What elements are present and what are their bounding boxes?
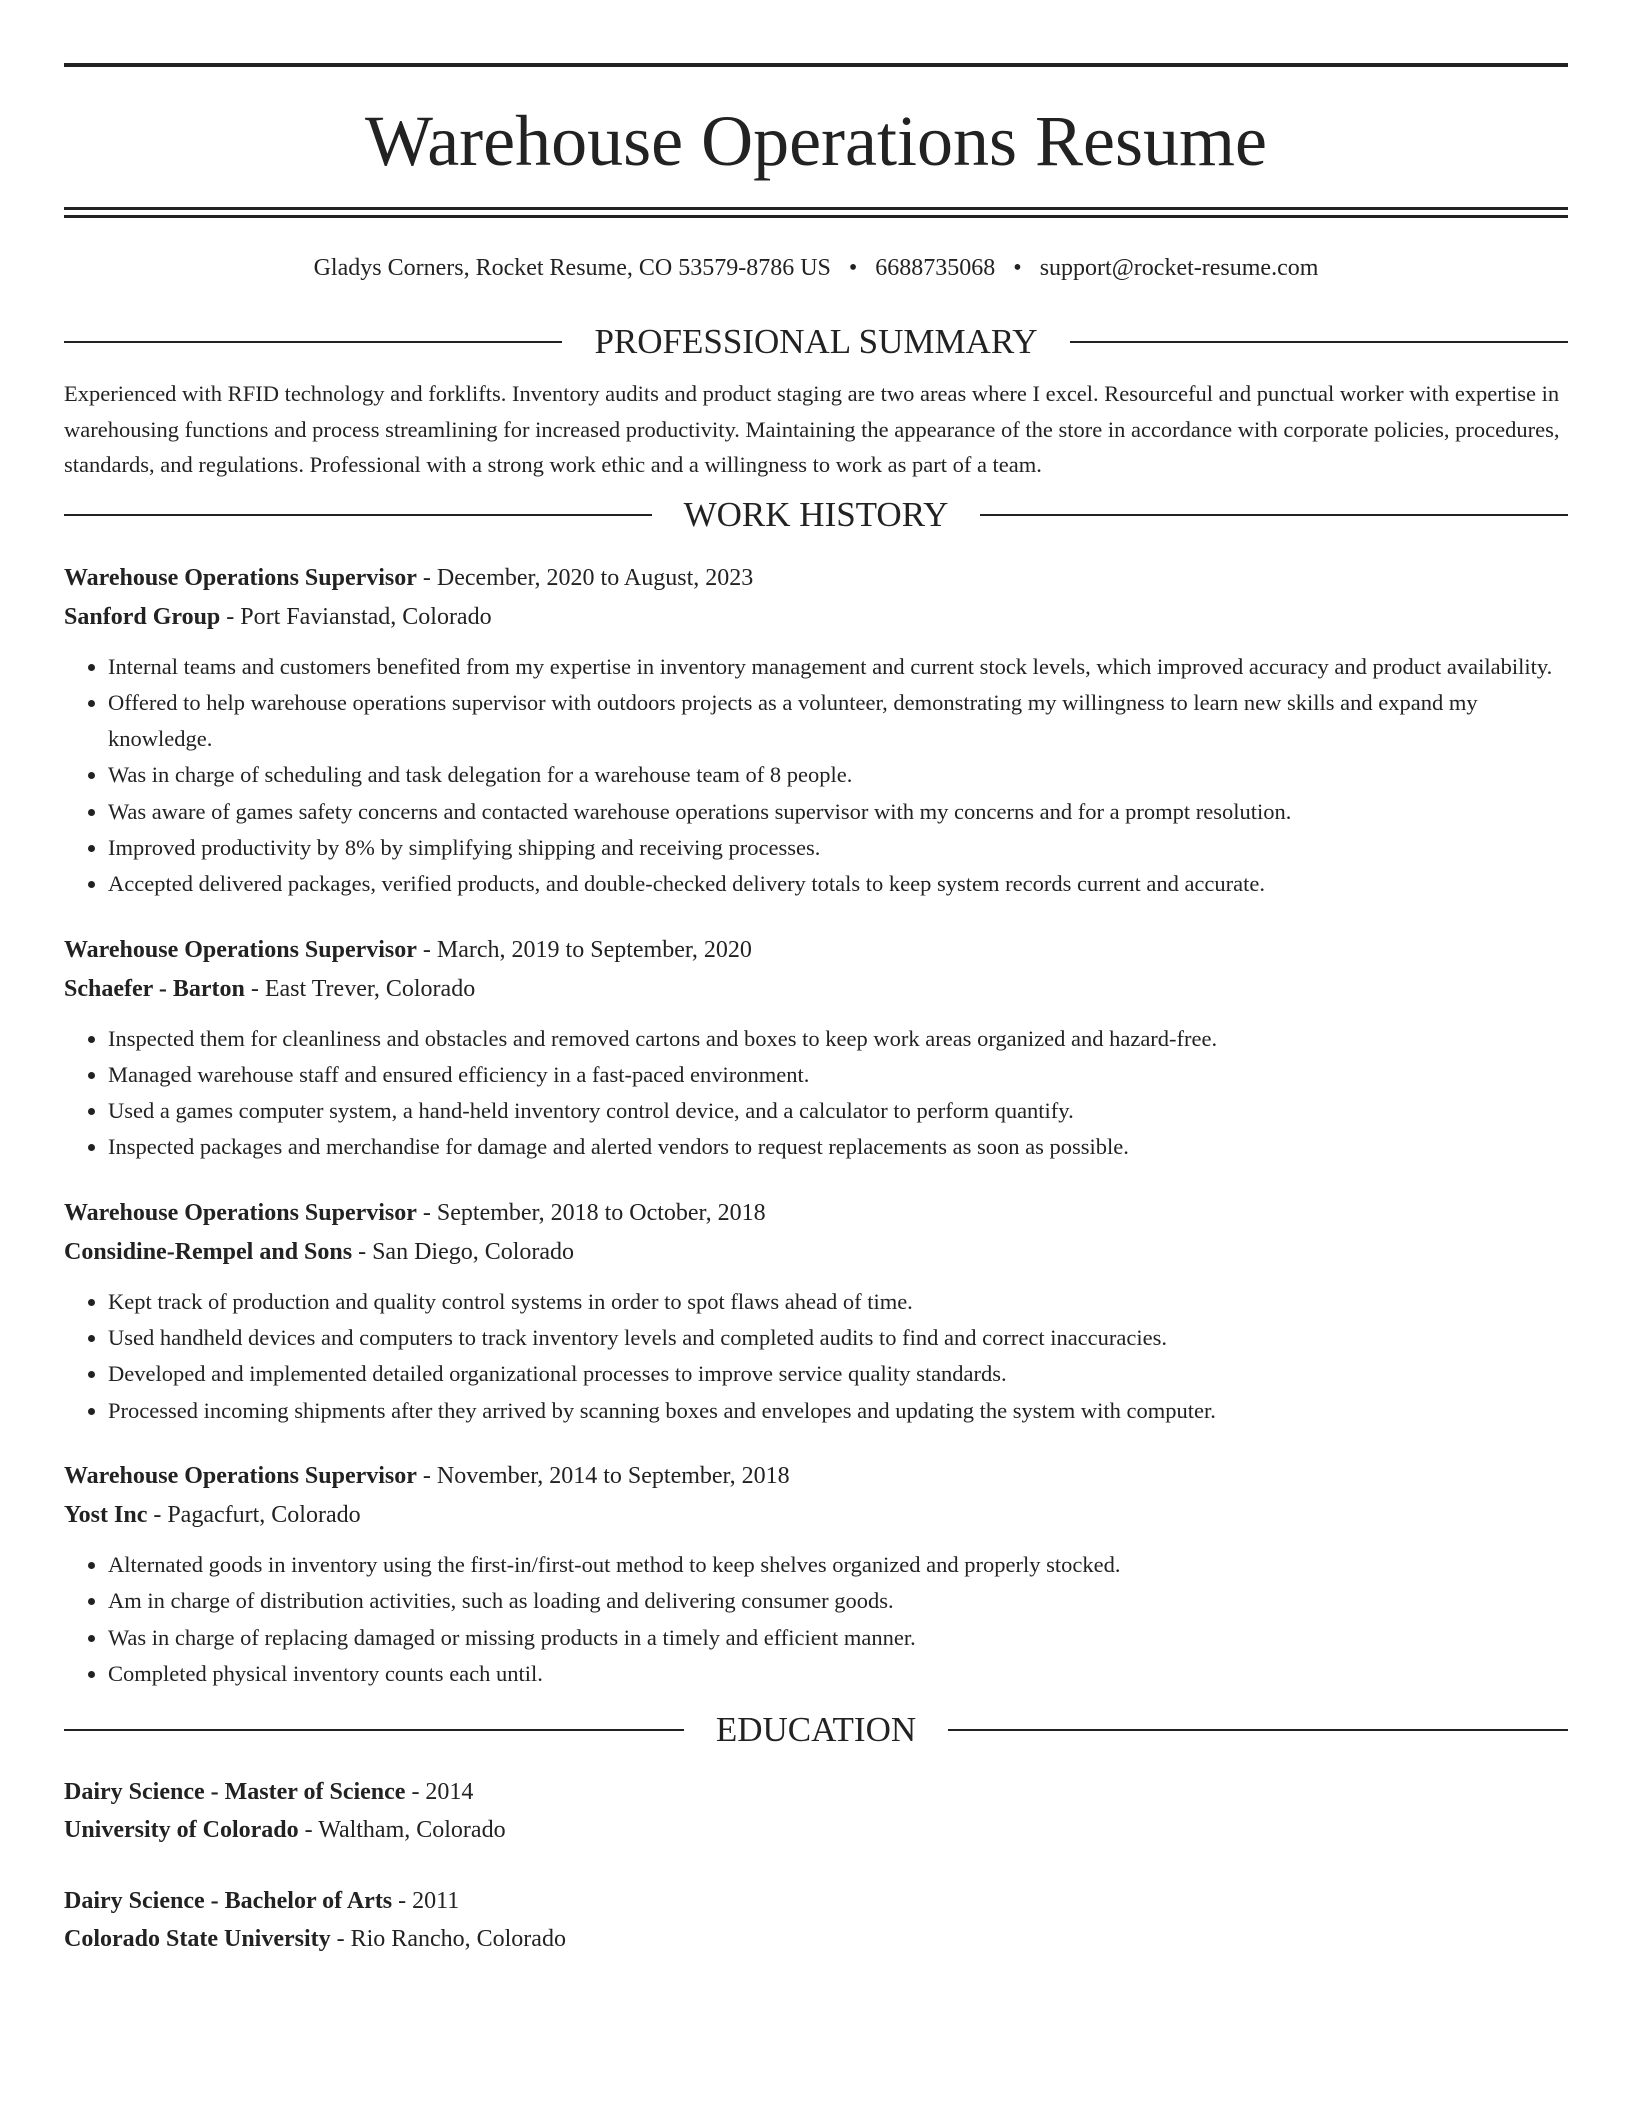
education-location: - Rio Rancho, Colorado — [330, 1925, 566, 1952]
job-company: Considine-Rempel and Sons — [64, 1239, 353, 1266]
job-bullets — [64, 1021, 1568, 1166]
list-item: • Kept track of production and quality control systems in order to spot flaws ahead of time. — [108, 1284, 1568, 1320]
job-entry — [64, 931, 1568, 1166]
job-location: - Port Favianstad, Colorado — [220, 604, 492, 630]
job-company-line — [64, 1233, 1568, 1273]
list-item: • Developed and implemented detailed organizational processes to improve service quality standards. — [108, 1356, 1568, 1392]
education-location: - Waltham, Colorado — [298, 1816, 506, 1843]
list-item: • Processed incoming shipments after they arrived by scanning boxes and envelopes and updating the system with computer. — [108, 1393, 1568, 1429]
job-entry — [64, 559, 1568, 903]
section-rule-left — [64, 341, 562, 343]
education-school: University of Colorado — [64, 1816, 299, 1843]
job-dates: - December, 2020 to August, 2023 — [416, 564, 754, 591]
list-item: • Inspected packages and merchandise for damage and alerted vendors to request replacements as soon as possible. — [108, 1129, 1568, 1165]
top-rule — [64, 63, 1568, 67]
list-item: • Was in charge of replacing damaged or missing products in a timely and efficient manner. — [108, 1620, 1568, 1656]
list-item: • Was in charge of scheduling and task delegation for a warehouse team of 8 people. — [108, 757, 1568, 793]
list-item: • Improved productivity by 8% by simplifying shipping and receiving processes. — [108, 830, 1568, 866]
contact-separator: • — [1013, 255, 1022, 281]
job-title: Warehouse Operations Supervisor — [64, 1462, 417, 1489]
list-item: • Accepted delivered packages, verified products, and double-checked delivery totals to keep system records current and accurate. — [108, 866, 1568, 902]
contact-separator: • — [848, 255, 858, 281]
education-school-line — [64, 1812, 1568, 1850]
job-bullets — [64, 1284, 1568, 1429]
job-location: - East Trever, Colorado — [244, 976, 476, 1003]
list-item: • Used handheld devices and computers to track inventory levels and completed audits to find and correct inaccuracies. — [108, 1320, 1568, 1356]
list-item: • Am in charge of distribution activities, such as loading and delivering consumer goods. — [108, 1583, 1568, 1619]
job-company: Yost Inc — [64, 1502, 148, 1529]
list-item: • Used a games computer system, a hand-held inventory control device, and a calculator to perform quantify. — [108, 1093, 1568, 1129]
education-heading: EDUCATION — [715, 1710, 917, 1750]
job-company: Schaefer - Barton — [64, 976, 245, 1003]
list-item: • Alternated goods in inventory using the first-in/first-out method to keep shelves organized and properly stocked. — [108, 1547, 1568, 1583]
job-location: - Pagacfurt, Colorado — [147, 1502, 361, 1529]
job-company-line — [64, 598, 1568, 638]
education-section-heading — [64, 1710, 1568, 1750]
job-company-line — [64, 1496, 1568, 1536]
education-degree: Dairy Science - Master of Science — [64, 1779, 406, 1806]
job-title: Warehouse Operations Supervisor — [64, 564, 417, 591]
job-bullets — [64, 1547, 1568, 1692]
education-school-line — [64, 1921, 1568, 1959]
education-entry — [64, 1774, 1568, 1849]
job-company: Sanford Group — [64, 604, 221, 630]
summary-text: Experienced with RFID technology and forklifts. Inventory audits and product staging are two areas where I excel. Resourceful and punctual worker with expertise in warehousing functions and process streamlining for increased productivity. Maintaining the appearance of the store in accordance with corporate policies, procedures, standards, and regulations. Professional with a strong work ethic and a willingness to work as part of a team. — [64, 381, 1560, 477]
job-title: Warehouse Operations Supervisor — [64, 936, 417, 963]
list-item: • Offered to help warehouse operations supervisor with outdoors projects as a volunteer, demonstrating my willingness to learn new skills and expand my knowledge. — [108, 685, 1568, 758]
section-rule-left — [64, 514, 652, 516]
job-title-line — [64, 1194, 1568, 1234]
job-dates: - September, 2018 to October, 2018 — [416, 1199, 766, 1226]
education-school: Colorado State University — [64, 1925, 331, 1952]
job-title: Warehouse Operations Supervisor — [64, 1199, 417, 1226]
title-double-rule — [64, 207, 1568, 218]
education-year: - 2014 — [405, 1779, 474, 1806]
resume-title: Warehouse Operations Resume — [365, 101, 1267, 181]
education-degree-line — [64, 1883, 1568, 1921]
list-item: • Managed warehouse staff and ensured efficiency in a fast-paced environment. — [108, 1057, 1568, 1093]
education-degree: Dairy Science - Bachelor of Arts — [64, 1888, 393, 1915]
list-item: • Completed physical inventory counts each until. — [108, 1656, 1568, 1692]
contact-address: Gladys Corners, Rocket Resume, CO 53579-8786 US — [313, 255, 831, 281]
education-entry — [64, 1883, 1568, 1958]
job-title-line — [64, 559, 1568, 599]
education-year: - 2011 — [392, 1888, 460, 1915]
education-degree-line — [64, 1774, 1568, 1812]
summary-section-heading — [64, 322, 1568, 362]
list-item: • Inspected them for cleanliness and obstacles and removed cartons and boxes to keep work areas organized and hazard-free. — [108, 1021, 1568, 1057]
contact-line — [64, 254, 1568, 282]
job-entry — [64, 1194, 1568, 1429]
section-rule-left — [64, 1729, 684, 1731]
section-rule-right — [980, 514, 1568, 516]
job-location: - San Diego, Colorado — [352, 1239, 575, 1266]
job-entry — [64, 1457, 1568, 1692]
list-item: • Was aware of games safety concerns and contacted warehouse operations supervisor with my concerns and for a prompt resolution. — [108, 794, 1568, 830]
section-rule-right — [1070, 341, 1568, 343]
job-dates: - March, 2019 to September, 2020 — [416, 936, 752, 963]
list-item: • Internal teams and customers benefited from my expertise in inventory management and current stock levels, which improved accuracy and product availability. — [108, 649, 1568, 685]
job-title-line — [64, 1457, 1568, 1497]
contact-phone: 6688735068 — [875, 255, 996, 281]
job-title-line — [64, 931, 1568, 971]
job-dates: - November, 2014 to September, 2018 — [416, 1462, 790, 1489]
contact-email: support@rocket-resume.com — [1039, 255, 1319, 281]
job-bullets — [64, 649, 1568, 903]
work-section-heading — [64, 495, 1568, 535]
section-rule-right — [948, 1729, 1568, 1731]
job-company-line — [64, 970, 1568, 1010]
work-heading: WORK HISTORY — [683, 494, 949, 534]
summary-heading: PROFESSIONAL SUMMARY — [594, 322, 1038, 361]
